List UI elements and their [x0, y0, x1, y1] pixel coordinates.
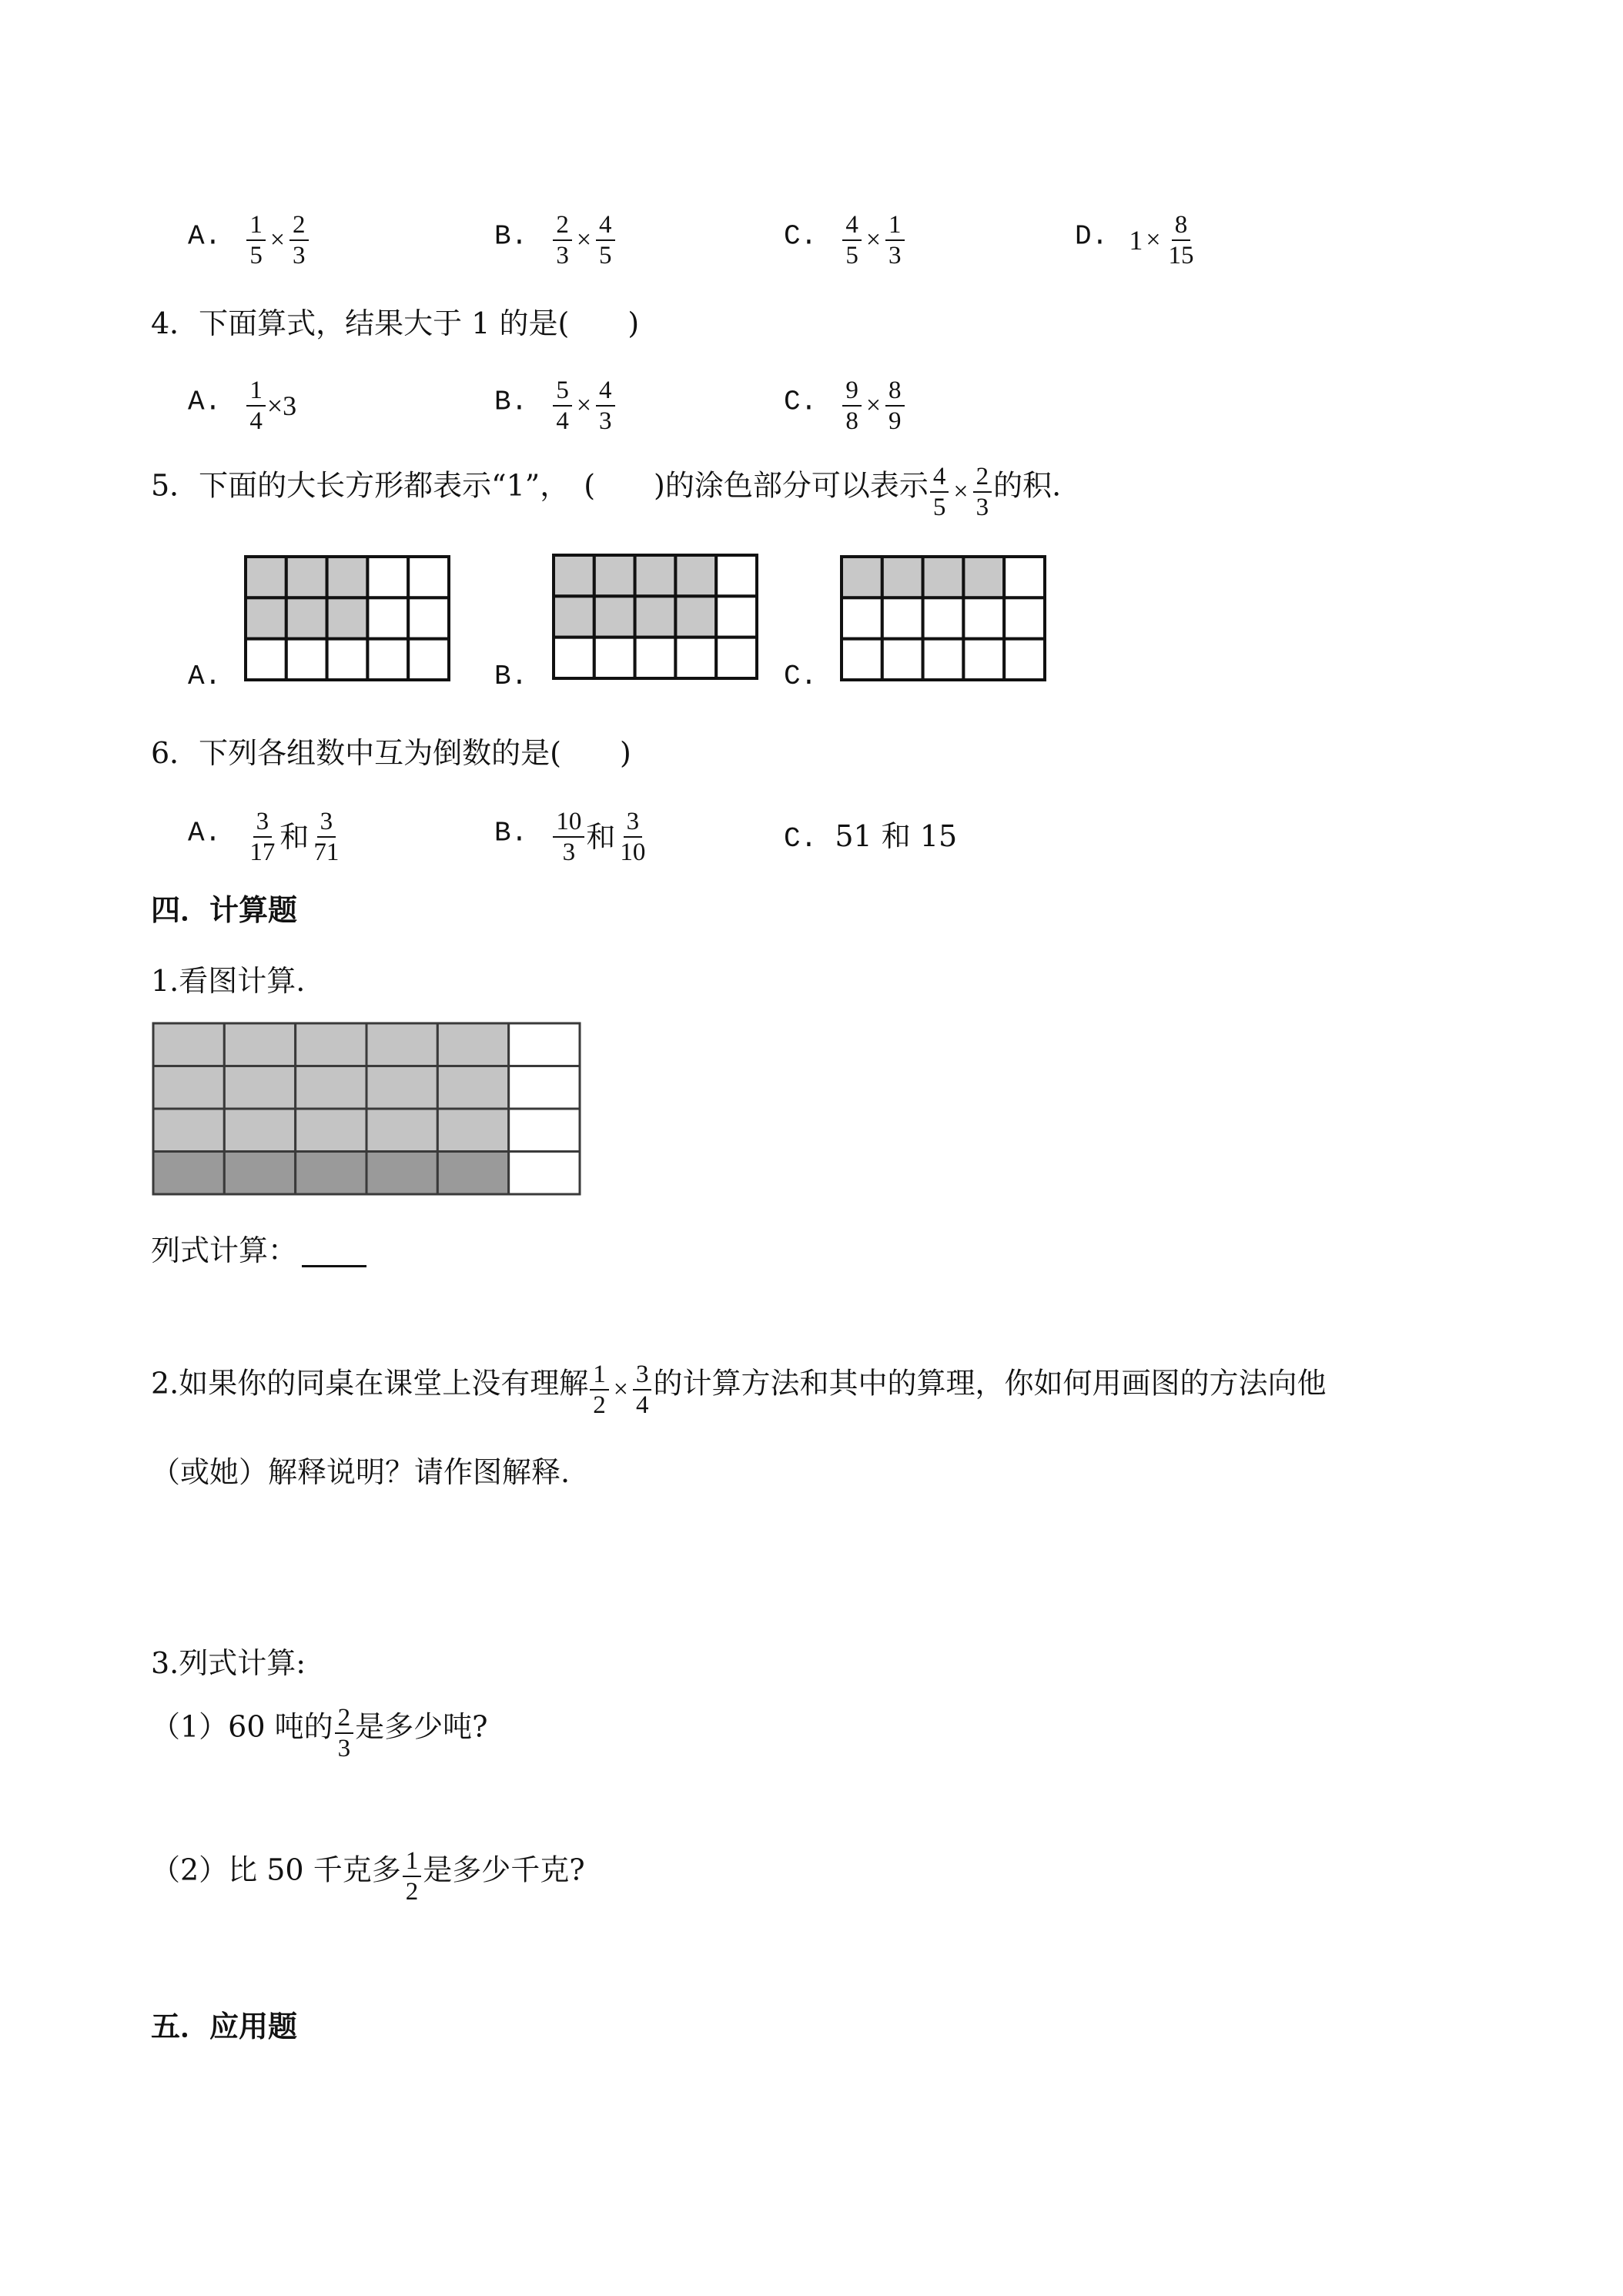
shaded-cell: [437, 1066, 508, 1110]
stem-text: （2）比 50 千克多: [151, 1853, 401, 1887]
shaded-cell: [635, 555, 676, 596]
q4-stem: 4．下面算式，结果大于 1 的是( ): [151, 306, 640, 340]
shaded-cell: [246, 597, 286, 638]
grid-cell: [509, 1066, 580, 1110]
denominator: 5: [599, 242, 612, 269]
denominator: 4: [249, 407, 263, 435]
denominator: 2: [593, 1391, 606, 1419]
fraction: [842, 212, 862, 269]
grid-cell: [1004, 597, 1045, 638]
fraction: [617, 808, 648, 865]
operator: ×: [953, 477, 969, 506]
shaded-cell: [153, 1109, 224, 1152]
q5-label-c: C.: [784, 661, 818, 692]
denominator: 3: [888, 242, 902, 269]
grid-cell: [509, 1152, 580, 1195]
grid-cell: [286, 639, 327, 680]
shaded-cell: [675, 596, 716, 637]
option-label: B.: [494, 386, 528, 418]
shaded-cell: [554, 596, 594, 637]
fraction: [246, 212, 266, 269]
numerator: 2: [553, 212, 572, 241]
section5-heading: 五．应用题: [151, 2009, 298, 2043]
q5-grid-b: [551, 553, 759, 681]
denominator: 4: [635, 1391, 649, 1419]
grid-cell: [408, 639, 449, 680]
q6-stem: 6．下列各组数中互为倒数的是( ): [151, 736, 631, 770]
calc2-stem: [151, 1361, 1326, 1418]
fraction: [930, 464, 949, 520]
conjunction: 和: [279, 820, 310, 854]
shaded-cell: [923, 557, 964, 597]
shaded-cell: [286, 557, 327, 597]
numerator: 8: [1172, 212, 1191, 241]
grid-cell: [509, 1109, 580, 1152]
denominator: 5: [932, 494, 946, 521]
denominator: 2: [405, 1878, 419, 1906]
q6-option-b: [494, 808, 650, 865]
shaded-cell: [594, 555, 635, 596]
numerator: 2: [973, 464, 992, 493]
calc2-stem-line2: （或她）解释说明？请作图解释.: [151, 1455, 571, 1489]
stem-text: （1）60 吨的: [151, 1709, 333, 1744]
calc1-stem: 1.看图计算.: [151, 964, 306, 998]
operator: ×: [576, 226, 591, 254]
grid-cell: [675, 638, 716, 678]
operator: ×: [865, 391, 881, 420]
numerator: 2: [335, 1705, 354, 1734]
numerator: 1: [246, 212, 266, 241]
operator: ×: [269, 226, 285, 254]
section4-heading: 四．计算题: [151, 892, 298, 927]
q5-grid-c: [839, 554, 1047, 682]
option-label: C.: [784, 220, 818, 253]
grid-cell: [367, 639, 408, 680]
integer: 1: [1129, 225, 1143, 256]
grid-cell: [963, 597, 1004, 638]
denominator: 5: [249, 242, 263, 269]
shaded-cell: [882, 557, 923, 597]
shaded-cell: [246, 557, 286, 597]
fraction: [973, 464, 992, 520]
grid-cell: [408, 557, 449, 597]
fraction: [553, 212, 572, 269]
denominator: 71: [313, 838, 340, 866]
option-label: B.: [494, 220, 528, 253]
shaded-cell: [366, 1109, 437, 1152]
option-label: C.: [784, 823, 818, 855]
fraction: [553, 377, 572, 434]
denominator: 4: [556, 407, 569, 435]
grid-cell: [923, 639, 964, 680]
numerator: 3: [624, 808, 643, 838]
grid-cell: [963, 639, 1004, 680]
calc3-item2: [151, 1848, 585, 1905]
shaded-cell: [296, 1152, 366, 1195]
shaded-cell: [327, 597, 368, 638]
shaded-cell: [437, 1109, 508, 1152]
q3-option-c: [784, 212, 906, 269]
grid-cell: [882, 639, 923, 680]
grid-cell: [367, 597, 408, 638]
fraction: [596, 212, 615, 269]
grid-cell: [923, 597, 964, 638]
shaded-cell: [153, 1152, 224, 1195]
fraction: [885, 377, 905, 434]
denominator: 5: [845, 242, 858, 269]
stem-text: 2.如果你的同桌在课堂上没有理解: [151, 1366, 589, 1401]
stem-text: 5．下面的大长方形都表示“1”， ( )的涂色部分可以表示: [151, 468, 929, 503]
shaded-cell: [635, 596, 676, 637]
grid-cell: [509, 1023, 580, 1066]
conjunction: 和: [586, 820, 616, 854]
numerator: 3: [317, 808, 336, 838]
grid-cell: [594, 638, 635, 678]
numerator: 4: [596, 377, 615, 407]
grid-cell: [716, 555, 757, 596]
option-label: A.: [188, 817, 222, 849]
shaded-cell: [153, 1066, 224, 1110]
grid-cell: [716, 596, 757, 637]
grid-cell: [554, 638, 594, 678]
fraction: [1166, 212, 1197, 269]
grid-cell: [367, 557, 408, 597]
grid-cell: [1004, 557, 1045, 597]
operator: ×: [1146, 226, 1161, 254]
q4-option-c: [784, 377, 906, 434]
shaded-cell: [224, 1109, 295, 1152]
shaded-cell: [675, 555, 716, 596]
shaded-cell: [366, 1023, 437, 1066]
fraction: [596, 377, 615, 434]
grid-cell: [246, 639, 286, 680]
shaded-cell: [153, 1023, 224, 1066]
numerator: 10: [553, 808, 584, 838]
grid-cell: [882, 597, 923, 638]
numerator: 8: [885, 377, 905, 407]
q3-option-a: [188, 212, 310, 269]
fraction: [289, 212, 309, 269]
calc1-answer: [151, 1233, 366, 1267]
q3-option-d: [1075, 212, 1199, 269]
fraction: [246, 377, 266, 434]
fraction: [403, 1848, 422, 1905]
shaded-cell: [437, 1023, 508, 1066]
denominator: 15: [1168, 242, 1194, 269]
numerator: 2: [289, 212, 309, 241]
fraction: [885, 212, 905, 269]
numerator: 1: [403, 1848, 422, 1877]
grid-cell: [842, 597, 882, 638]
q5-label-b: B.: [494, 661, 528, 692]
shaded-cell: [224, 1023, 295, 1066]
shaded-cell: [554, 555, 594, 596]
shaded-cell: [296, 1023, 366, 1066]
numerator: 1: [885, 212, 905, 241]
shaded-cell: [842, 557, 882, 597]
q5-label-a: A.: [188, 661, 222, 692]
denominator: 3: [975, 494, 989, 521]
numerator: 5: [553, 377, 572, 407]
numerator: 4: [930, 464, 949, 493]
denominator: 9: [888, 407, 902, 435]
grid-cell: [1004, 639, 1045, 680]
denominator: 17: [249, 838, 276, 866]
stem-text: 的积.: [993, 468, 1062, 503]
shaded-cell: [327, 557, 368, 597]
calc3-stem: 3.列式计算:: [151, 1646, 306, 1680]
denominator: 3: [562, 838, 576, 866]
numerator: 4: [842, 212, 862, 241]
answer-blank[interactable]: [302, 1236, 366, 1267]
q6-option-c: [784, 819, 957, 855]
operator: ×: [865, 226, 881, 254]
option-text: 51 和 15: [835, 819, 958, 853]
numerator: 9: [842, 377, 862, 407]
denominator: 10: [620, 838, 646, 866]
fraction: [310, 808, 342, 865]
numerator: 4: [596, 212, 615, 241]
shaded-cell: [366, 1066, 437, 1110]
denominator: 8: [845, 407, 858, 435]
fraction: [246, 808, 278, 865]
denominator: 3: [293, 242, 306, 269]
grid-cell: [408, 597, 449, 638]
denominator: 3: [599, 407, 612, 435]
calc3-item1: [151, 1705, 488, 1762]
shaded-cell: [594, 596, 635, 637]
shaded-cell: [963, 557, 1004, 597]
q6-option-a: [188, 808, 343, 865]
numerator: 3: [253, 808, 273, 838]
q4-option-b: [494, 377, 617, 434]
option-label: C.: [784, 386, 818, 418]
operator: ×: [576, 391, 591, 420]
fraction: [842, 377, 862, 434]
q5-stem: [151, 464, 1061, 520]
q4-option-a: [188, 377, 296, 434]
operator: ×: [613, 1375, 628, 1404]
shaded-cell: [296, 1066, 366, 1110]
denominator: 3: [337, 1735, 351, 1762]
grid-cell: [716, 638, 757, 678]
fraction: [553, 808, 584, 865]
stem-text: 是多少千克?: [423, 1853, 585, 1887]
denominator: 3: [556, 242, 569, 269]
fraction: [633, 1361, 652, 1418]
grid-cell: [842, 639, 882, 680]
numerator: 1: [590, 1361, 609, 1391]
shaded-cell: [286, 597, 327, 638]
grid-cell: [327, 639, 368, 680]
fraction: [335, 1705, 354, 1762]
grid-cell: [635, 638, 676, 678]
numerator: 3: [633, 1361, 652, 1391]
shaded-cell: [437, 1152, 508, 1195]
shaded-cell: [224, 1066, 295, 1110]
shaded-cell: [296, 1109, 366, 1152]
answer-label: 列式计算：: [151, 1233, 298, 1267]
stem-text: 是多少吨?: [355, 1709, 488, 1744]
numerator: 1: [246, 377, 266, 407]
q5-grid-a: [243, 554, 451, 682]
shaded-cell: [366, 1152, 437, 1195]
fraction: [590, 1361, 609, 1418]
calc1-grid: [151, 1021, 582, 1197]
multiplier: ×3: [266, 390, 297, 421]
option-label: D.: [1075, 220, 1109, 253]
q3-option-b: [494, 212, 617, 269]
stem-text: 的计算方法和其中的算理，你如何用画图的方法向他: [653, 1366, 1327, 1401]
shaded-cell: [224, 1152, 295, 1195]
option-label: A.: [188, 386, 222, 418]
option-label: A.: [188, 220, 222, 253]
option-label: B.: [494, 817, 528, 849]
